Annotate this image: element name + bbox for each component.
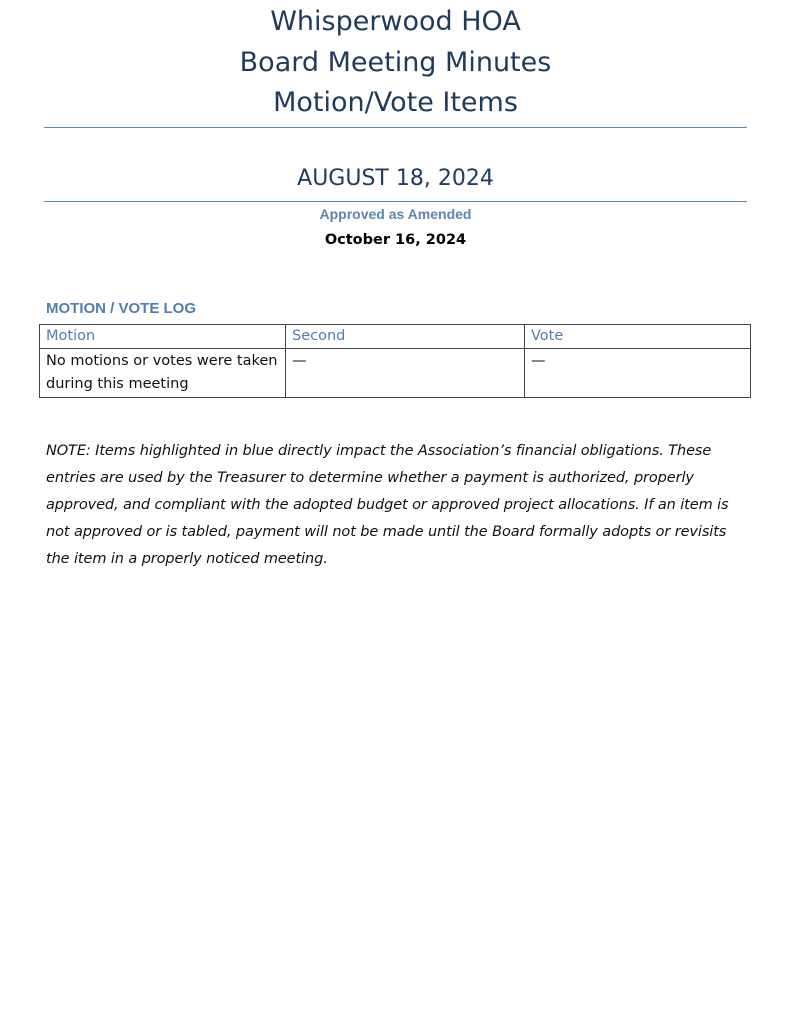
column-header-motion: Motion [40, 325, 286, 349]
motion-vote-table [39, 324, 751, 398]
column-header-vote: Vote [525, 325, 751, 349]
motion-log-heading: MOTION / VOTE LOG [46, 300, 196, 317]
cell-second: — [286, 349, 525, 398]
document-title [0, 2, 791, 124]
approval-date: October 16, 2024 [324, 232, 467, 248]
meeting-date: AUGUST 18, 2024 [297, 166, 494, 191]
column-header-second: Second [286, 325, 525, 349]
title-line-subject: Motion/Vote Items [273, 87, 518, 118]
table-header-row [40, 325, 751, 349]
cell-motion: No motions or votes were taken during this meeting [40, 349, 286, 398]
cell-vote: — [525, 349, 751, 398]
date-divider [44, 201, 747, 202]
title-line-document-type: Board Meeting Minutes [239, 46, 552, 78]
title-line-hoa-name: Whisperwood HOA [270, 6, 521, 37]
table-row [40, 349, 751, 398]
title-divider [44, 127, 747, 128]
financial-note: NOTE: Items highlighted in blue directly impact the Association’s financial obligations. These entries are used by the Treasurer to determine whether a payment is authorized, properly approved, and compliant with the adopted budget or approved project allocations. If an item is not approved or is tabled, payment will not be made until the Board formally adopts or revisits the item in a properly noticed meeting. [46, 442, 729, 567]
approval-status: Approved as Amended [319, 206, 472, 222]
